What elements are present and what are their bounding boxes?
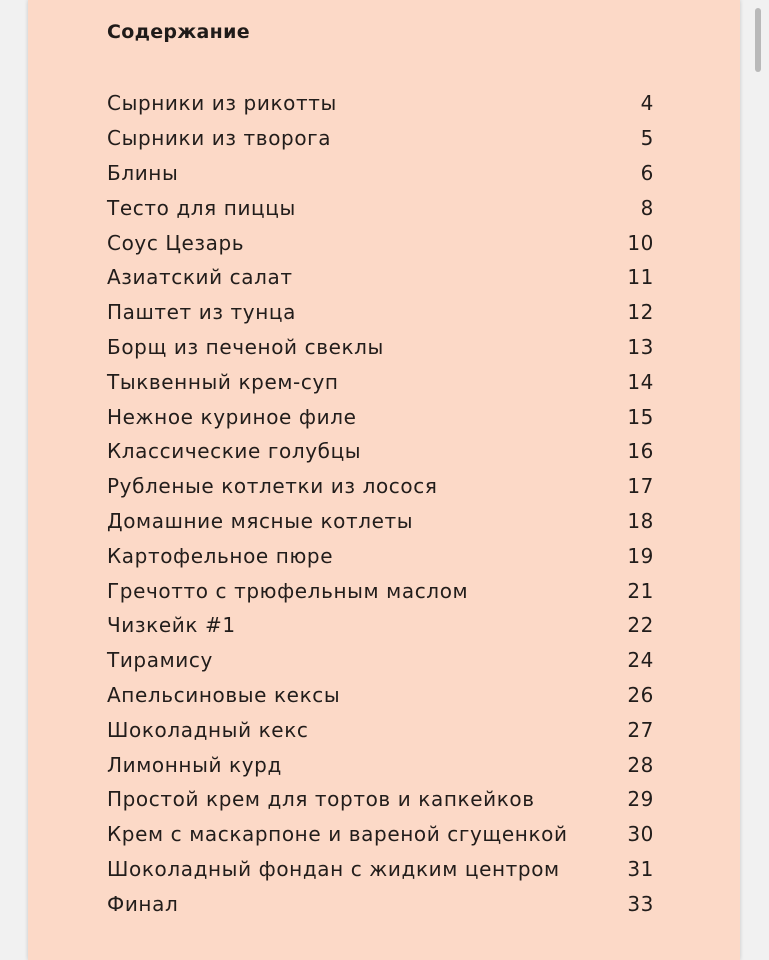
toc-entry-page-number: 15: [627, 404, 654, 429]
toc-entry-title: Простой крем для тортов и капкейков: [107, 787, 535, 812]
toc-heading: Содержание: [107, 21, 250, 43]
toc-entry-title: Финал: [107, 891, 179, 916]
toc-entry-title: Борщ из печеной свеклы: [107, 334, 384, 359]
vertical-scrollbar[interactable]: [747, 0, 769, 960]
toc-entry: [107, 260, 654, 295]
toc-entry: [107, 295, 654, 330]
toc-entry-title: Тирамису: [107, 648, 213, 673]
toc-entry: [107, 747, 654, 782]
toc-entry: [107, 643, 654, 678]
toc-entry-page-number: 17: [627, 474, 654, 499]
toc-entry-page-number: 13: [627, 334, 654, 359]
toc-entry: [107, 538, 654, 573]
toc-entry: [107, 330, 654, 365]
toc-entry-title: Рубленые котлетки из лосося: [107, 474, 438, 499]
toc-entry-page-number: 12: [627, 300, 654, 325]
toc-entry-page-number: 33: [627, 891, 654, 916]
toc-entry-page-number: 31: [627, 856, 654, 881]
toc-entry: [107, 434, 654, 469]
toc-entry: [107, 399, 654, 434]
toc-entry-title: Сырники из рикотты: [107, 91, 337, 116]
toc-entry-title: Сырники из творога: [107, 126, 332, 151]
toc-entry: [107, 782, 654, 817]
toc-entry: [107, 364, 654, 399]
toc-entry-page-number: 19: [627, 543, 654, 568]
toc-entry-page-number: 16: [627, 439, 654, 464]
toc-entry: [107, 156, 654, 191]
toc-entry: [107, 678, 654, 713]
toc-entry: [107, 504, 654, 539]
toc-entry: [107, 712, 654, 747]
toc-entry-title: Тыквенный крем-суп: [107, 369, 339, 394]
toc-entry-title: Паштет из тунца: [107, 300, 296, 325]
toc-entry-title: Шоколадный фондан с жидким центром: [107, 856, 560, 881]
toc-entry-page-number: 4: [640, 91, 654, 116]
toc-entry-page-number: 10: [627, 230, 654, 255]
toc-entry-title: Крем с маскарпоне и вареной сгущенкой: [107, 822, 568, 847]
toc-entry-page-number: 8: [640, 195, 654, 220]
toc-entry-title: Лимонный курд: [107, 752, 282, 777]
toc-entry-page-number: 5: [640, 126, 654, 151]
toc-entry-title: Шоколадный кекс: [107, 717, 309, 742]
toc-entry: [107, 121, 654, 156]
toc-entry-title: Картофельное пюре: [107, 543, 334, 568]
toc-list: [107, 86, 654, 921]
toc-entry-page-number: 11: [627, 265, 654, 290]
toc-entry: [107, 573, 654, 608]
toc-entry: [107, 225, 654, 260]
toc-entry-page-number: 29: [627, 787, 654, 812]
toc-entry: [107, 608, 654, 643]
toc-entry-title: Гречотто с трюфельным маслом: [107, 578, 469, 603]
toc-entry-title: Чизкейк #1: [107, 613, 236, 638]
toc-entry-page-number: 24: [627, 648, 654, 673]
scrollbar-thumb[interactable]: [755, 8, 761, 72]
toc-entry-page-number: 30: [627, 822, 654, 847]
toc-entry-title: Тесто для пиццы: [107, 195, 296, 220]
toc-entry-page-number: 22: [627, 613, 654, 638]
toc-entry: [107, 886, 654, 921]
toc-entry-title: Соус Цезарь: [107, 230, 245, 255]
toc-entry-page-number: 27: [627, 717, 654, 742]
toc-entry-title: Блины: [107, 160, 179, 185]
toc-entry-title: Апельсиновые кексы: [107, 682, 341, 707]
toc-entry: [107, 817, 654, 852]
document-page: [28, 0, 740, 960]
toc-entry-title: Классические голубцы: [107, 439, 362, 464]
toc-entry-page-number: 18: [627, 508, 654, 533]
toc-entry-page-number: 14: [627, 369, 654, 394]
toc-entry-page-number: 6: [640, 160, 654, 185]
toc-entry: [107, 852, 654, 887]
toc-entry-page-number: 26: [627, 682, 654, 707]
toc-entry-page-number: 21: [627, 578, 654, 603]
toc-entry-title: Домашние мясные котлеты: [107, 508, 414, 533]
toc-entry: [107, 469, 654, 504]
toc-entry-page-number: 28: [627, 752, 654, 777]
toc-entry: [107, 190, 654, 225]
toc-entry-title: Азиатский салат: [107, 265, 293, 290]
toc-entry: [107, 86, 654, 121]
toc-entry-title: Нежное куриное филе: [107, 404, 357, 429]
